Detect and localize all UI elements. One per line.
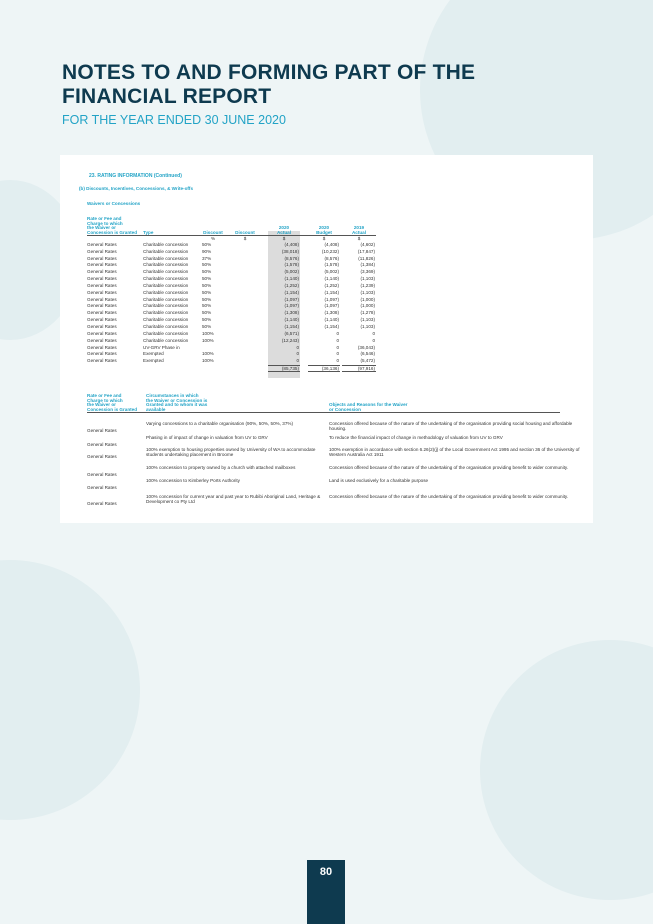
- col-header-discount-pct: Discount: [203, 229, 223, 235]
- table-cell-type: Charitable concession: [143, 241, 189, 247]
- table-cell-pct: 100%: [202, 351, 214, 357]
- table-cell-b2020: (1,308): [324, 310, 339, 316]
- table-cell-pct: 50%: [202, 289, 212, 295]
- background-decoration: [0, 560, 140, 820]
- table-cell-a2020: (1,097): [284, 303, 299, 309]
- table-cell-rate: General Rates: [87, 324, 117, 329]
- table-cell-a2020: 0: [296, 358, 299, 364]
- table-cell-rate: General Rates: [87, 472, 117, 477]
- table-cell-type: Exempted: [143, 351, 164, 357]
- table-cell-circumstances: Varying concessions to a charitable organisation (90%, 50%, 50%, 37%): [146, 421, 293, 426]
- table-cell-a2019: (1,278): [360, 310, 375, 316]
- table-cell-b2020: 0: [336, 344, 339, 350]
- col-header-budget-2020: 2020: [318, 225, 330, 231]
- table-cell-type: Charitable concession: [143, 276, 189, 282]
- table-cell-a2020: (1,140): [284, 276, 299, 282]
- table-cell-a2019: (4,602): [360, 241, 375, 247]
- table-cell-a2020: (1,097): [284, 296, 299, 302]
- table-cell-rate: General Rates: [87, 262, 117, 268]
- table-cell-pct: 50%: [202, 324, 212, 329]
- table-cell-a2019: (1,384): [360, 262, 375, 268]
- table-cell-type: Charitable concession: [143, 262, 189, 268]
- table-cell-pct: 50%: [202, 310, 212, 316]
- table-cell-objects: Land is used exclusively for a charitable purpose: [329, 478, 429, 483]
- table-cell-objects: To reduce the financial impact of change in methodology of valuation from UV to GRV: [329, 435, 503, 440]
- page-subtitle: FOR THE YEAR ENDED 30 JUNE 2020: [62, 113, 286, 127]
- col-header-type: Type: [143, 229, 154, 235]
- table-cell-rate: General Rates: [87, 241, 117, 247]
- table-cell-rate: General Rates: [87, 276, 117, 282]
- col-header-rate: the Waiver or: [87, 225, 116, 231]
- table-cell-type: Charitable concession: [143, 296, 189, 302]
- table-cell-a2020: (1,252): [284, 282, 299, 288]
- table-cell-rate: General Rates: [87, 248, 117, 254]
- table-cell-b2020: (10,232): [321, 248, 339, 254]
- table-cell-type: Charitable concession: [143, 269, 189, 275]
- table-cell-rate: General Rates: [87, 296, 117, 302]
- table-cell-a2020: (1,140): [284, 317, 299, 323]
- table-cell-a2019: (1,103): [360, 276, 375, 282]
- table-cell-a2020: (4,408): [284, 241, 299, 247]
- table-cell-b2020: (1,140): [324, 276, 339, 282]
- table-cell-circumstances: 100% exemption to housing properties owned by University of WA to accommodate students undertaking placement in Broome: [146, 447, 316, 457]
- table-cell-a2019: (1,239): [360, 282, 375, 288]
- table-cell-b2020: 0: [336, 330, 339, 336]
- table-cell-type: Charitable concession: [143, 282, 189, 288]
- table-cell-a2019: (17,847): [357, 248, 375, 254]
- table-cell-a2020: (1,578): [284, 262, 299, 268]
- table-cell-rate: General Rates: [87, 255, 117, 261]
- table-cell-pct: 100%: [202, 330, 214, 336]
- table-cell-rate: General Rates: [87, 337, 117, 343]
- col-header-rate: Rate or Fee and: [87, 216, 122, 221]
- table-cell-b2020: (4,408): [324, 241, 339, 247]
- note-heading: 23. RATING INFORMATION (Continued): [89, 173, 182, 179]
- table-cell-a2019: (1,000): [360, 303, 375, 309]
- table-cell-rate: General Rates: [87, 351, 117, 357]
- note-subheading: (b) Discounts, Incentives, Concessions, & Write-offs: [79, 186, 194, 191]
- total-rule-bottom: [268, 371, 300, 372]
- table-cell-rate: General Rates: [87, 317, 117, 323]
- table-cell-pct: 50%: [202, 282, 212, 288]
- table-cell-pct: 37%: [202, 255, 212, 261]
- table-cell-a2019: (6,546): [360, 351, 375, 357]
- table-cell-b2020: 0: [336, 351, 339, 357]
- table-cell-a2020: (8,576): [284, 255, 299, 261]
- table-cell-objects: 100% exemption in accordance with section 6.26(2)(j) of the Local Government Act 1995 and section 36 of the University of Western Australia Act 1911: [329, 447, 580, 457]
- table-cell-b2020: 0: [336, 358, 339, 364]
- unit-amt: $: [243, 235, 247, 241]
- table-cell-rate: General Rates: [87, 485, 117, 490]
- col-header-rate: Concession is Granted: [87, 229, 138, 235]
- col-header-actual-2020: 2020: [278, 225, 290, 231]
- page-title-line1: NOTES TO AND FORMING PART OF THE: [62, 61, 476, 84]
- table-cell-a2019: (11,826): [358, 255, 375, 261]
- table-cell-a2019: (1,103): [360, 289, 375, 295]
- table-cell-circumstances: Phasing in of impact of change in valuation from UV to GRV: [146, 435, 268, 440]
- table-cell-b2020: (1,140): [324, 317, 339, 323]
- page-number-box: [307, 860, 345, 924]
- table-cell-a2020: 0: [296, 344, 299, 350]
- table-cell-b2020: (1,097): [324, 296, 339, 302]
- table-cell-objects: Concession offered because of the nature of the undertaking of the organisation providing benefit to wider community.: [329, 465, 569, 470]
- table-cell-rate: General Rates: [87, 428, 117, 433]
- table-cell-a2019: 0: [372, 330, 375, 336]
- table-cell-b2020: (5,002): [324, 269, 339, 275]
- table-cell-rate: General Rates: [87, 358, 117, 364]
- col-header-rate: Charge to which: [87, 220, 123, 226]
- table-cell-rate: General Rates: [87, 442, 117, 447]
- total-rule-bottom: [308, 371, 340, 372]
- table-cell-pct: 50%: [202, 241, 212, 247]
- unit-b2020: $: [322, 235, 326, 241]
- table-cell-pct: 90%: [202, 248, 212, 254]
- col-header-actual-2019: 2019: [353, 225, 365, 231]
- unit-a2019: $: [357, 235, 361, 241]
- table-cell-b2020: (1,097): [324, 303, 339, 309]
- col-header-rate: the Waiver or: [87, 402, 116, 408]
- table-cell-pct: 50%: [202, 303, 212, 309]
- col-header-objects: Objects and Reasons for the Waiver: [329, 402, 408, 408]
- unit-a2020: $: [282, 235, 286, 241]
- col-header-rate: Charge to which: [87, 397, 123, 403]
- table-cell-b2020: (8,576): [324, 255, 339, 261]
- table-cell-type: Charitable concession: [143, 289, 189, 295]
- col-header-actual-2020: Actual: [276, 229, 292, 235]
- table-cell-type: Charitable concession: [143, 337, 189, 343]
- table-cell-pct: 50%: [202, 296, 212, 302]
- table-cell-a2020: (38,018): [281, 248, 299, 254]
- col-header-circumstances: Granted and to whom it was: [146, 402, 208, 408]
- col-header-circumstances: Circumstances in which: [146, 393, 199, 398]
- col-header-rate: Concession is Granted: [87, 406, 138, 412]
- table-cell-a2019: (1,103): [360, 317, 375, 323]
- table-cell-a2020: (1,308): [284, 310, 299, 316]
- table-cell-rate: General Rates: [87, 344, 117, 350]
- table-cell-b2020: (1,154): [324, 289, 339, 295]
- table-cell-pct: 50%: [202, 317, 212, 323]
- col-header-circumstances: the Waiver or Concession is: [146, 397, 208, 403]
- table-cell-rate: General Rates: [87, 289, 117, 295]
- table-cell-b2020: 0: [336, 337, 339, 343]
- table-cell-a2019: (5,472): [360, 358, 375, 364]
- table-cell-type: Charitable concession: [143, 330, 189, 336]
- col-header-rate: Rate or Fee and: [87, 393, 122, 398]
- table-cell-type: Charitable concession: [143, 310, 189, 316]
- table-cell-type: Charitable concession: [143, 303, 189, 309]
- col-header-objects: or Concession: [329, 406, 361, 412]
- content-panel: [60, 155, 593, 523]
- table-cell-type: Exempted: [143, 358, 164, 364]
- total-a2019: (97,916): [357, 366, 375, 372]
- table-cell-b2020: (1,154): [324, 324, 339, 329]
- page-number: 80: [319, 866, 333, 878]
- table-cell-pct: 50%: [202, 269, 212, 275]
- table-cell-circumstances: 100% concession to property owned by a church with attached mailboxes: [146, 465, 296, 470]
- table-cell-a2020: (1,154): [284, 289, 299, 295]
- table-cell-type: Charitable concession: [143, 324, 189, 329]
- header-rule: [87, 412, 560, 413]
- table-cell-rate: General Rates: [87, 269, 117, 275]
- table-cell-a2020: (5,002): [284, 269, 299, 275]
- table-cell-objects: Concession offered because of the nature of the undertaking of the organisation providing social housing and affordable housing.: [329, 421, 573, 431]
- table-cell-a2019: 0: [372, 337, 375, 343]
- table-cell-type: UV-GRV Phase in: [143, 344, 180, 350]
- table-cell-rate: General Rates: [87, 454, 117, 459]
- table-cell-b2020: (1,252): [324, 282, 339, 288]
- table-cell-pct: 100%: [202, 337, 214, 343]
- table-cell-rate: General Rates: [87, 501, 117, 506]
- table-cell-a2019: (36,043): [357, 344, 375, 350]
- unit-pct: %: [210, 235, 216, 241]
- table-cell-type: Charitable concession: [143, 317, 189, 323]
- table-cell-circumstances: 100% concession to Kimberley Ports Authority: [146, 478, 240, 483]
- table-cell-a2020: (12,243): [281, 337, 299, 343]
- table-cell-a2019: (1,000): [360, 296, 375, 302]
- col-header-actual-2019: Actual: [351, 229, 367, 235]
- background-decoration: [480, 640, 653, 900]
- section-title: Waivers or Concessions: [87, 201, 141, 206]
- total-a2020: (85,735): [281, 366, 299, 372]
- table-cell-a2019: (1,103): [360, 324, 375, 329]
- table-cell-b2020: (1,578): [324, 262, 339, 268]
- table-cell-rate: General Rates: [87, 303, 117, 309]
- table-cell-circumstances: 100% concession for current year and past year to Rubibi Aboriginal Land, Heritage & Development co Pty Ltd: [146, 494, 321, 504]
- table-cell-a2019: (3,369): [360, 269, 375, 275]
- table-cell-rate: General Rates: [87, 330, 117, 336]
- table-cell-type: Charitable concession: [143, 248, 189, 254]
- table-cell-pct: 100%: [202, 358, 214, 364]
- total-b2020: (36,136): [321, 366, 339, 372]
- table-cell-pct: 50%: [202, 262, 212, 268]
- table-cell-a2020: (1,154): [284, 324, 299, 329]
- table-cell-objects: Concession offered because of the nature of the undertaking of the organisation providing benefit to wider community.: [329, 494, 569, 499]
- col-header-discount-amt: Discount: [235, 229, 255, 235]
- table-cell-a2020: (6,571): [284, 330, 299, 336]
- table-cell-type: Charitable concession: [143, 255, 189, 261]
- col-header-circumstances: available: [146, 406, 166, 412]
- page-title-line2: FINANCIAL REPORT: [62, 85, 272, 108]
- table-cell-rate: General Rates: [87, 310, 117, 316]
- table-cell-a2020: 0: [296, 351, 299, 357]
- table-cell-rate: General Rates: [87, 282, 117, 288]
- total-rule-bottom: [342, 371, 376, 372]
- col-header-budget-2020: Budget: [316, 229, 332, 235]
- table-cell-pct: 50%: [202, 276, 212, 282]
